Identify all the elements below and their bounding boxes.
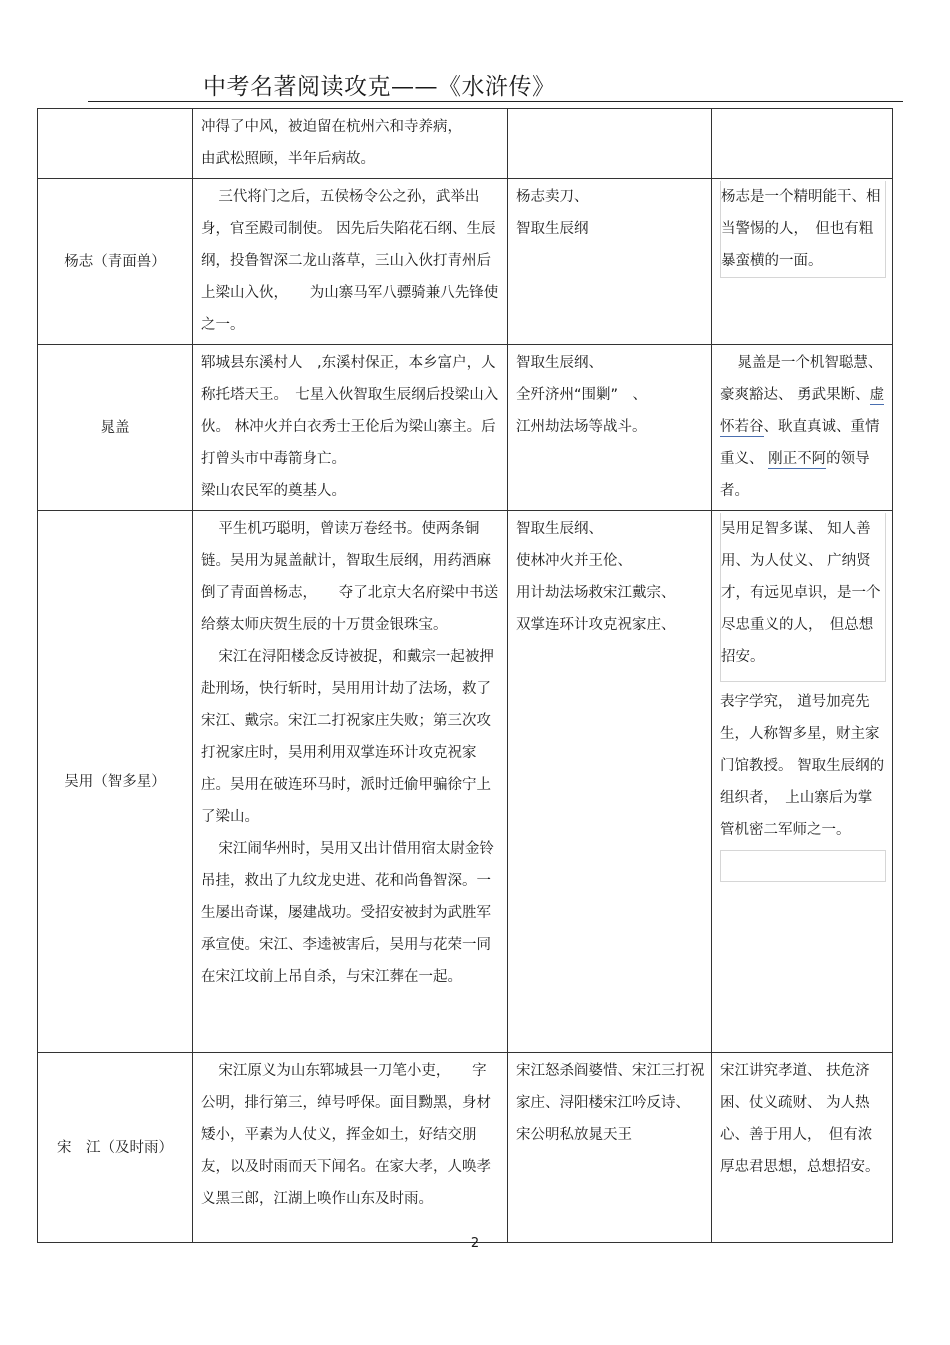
deeds-cell (193, 109, 508, 179)
traits-cell (712, 511, 893, 1053)
character-name-cell (38, 1053, 193, 1243)
page-number: 2 (470, 1236, 480, 1251)
deeds-text: 由武松照顾，半年后病故。 (201, 151, 375, 167)
underlined-phrase: 刚正不 (768, 451, 812, 467)
deeds-text: 平生机巧聪明，曾读万卷经书。使两条铜链。吴用为晁盖献计，智取生辰纲，用药酒麻倒了青面兽杨志， 夺了北京大名府梁中书送给蔡太师庆贺生辰的十万贯金银珠宝。 (201, 521, 499, 633)
event-item: 智取生辰纲 (516, 221, 589, 237)
traits-cell (712, 1053, 893, 1243)
character-name: 晁盖 (100, 419, 130, 436)
character-table (37, 108, 893, 1243)
traits-cell (712, 109, 893, 179)
event-item: 全歼济州“围剿” 、 (516, 387, 648, 403)
header-rule (88, 101, 903, 102)
underlined-phrase: 阿 (811, 451, 827, 467)
deeds-cell (193, 1053, 508, 1243)
traits-cell (712, 179, 893, 345)
events-cell (508, 109, 712, 179)
traits-text (720, 347, 886, 507)
events-cell (508, 511, 712, 1053)
event-item: 双掌连环计攻克祝家庄、 (516, 617, 676, 633)
traits-cell (712, 345, 893, 511)
traits-fragment: 晁盖是一个机智聪慧、豪爽豁达、 勇武果断、 (720, 355, 883, 403)
table-row (38, 109, 893, 179)
character-name: 吴用（智多星） (64, 773, 166, 790)
table-row (38, 511, 893, 1053)
table-row (38, 179, 893, 345)
event-item: 智取生辰纲、 (516, 355, 603, 371)
traits-fragment: 、耿直真诚、重情重义、 (720, 419, 880, 467)
character-name-cell (38, 109, 193, 179)
character-name-cell (38, 345, 193, 511)
events-cell (508, 179, 712, 345)
table-row (38, 1053, 893, 1243)
event-item: 宋江怒杀阎婆惜、宋江三打祝家庄、浔阳楼宋江吟反诗、 (516, 1063, 705, 1111)
deeds-text: 郓城县东溪村人 ,东溪村保正，本乡富户，人称托塔天王。 七星入伙智取生辰纲后投梁山入伙。 林冲火并白衣秀士王伦后为梁山寨主。后打曾头市中毒箭身亡。 (201, 355, 499, 467)
traits-text: 杨志是一个精明能干、相当警惕的人， 但也有粗暴蛮横的一面。 (720, 181, 886, 278)
character-name-cell (38, 179, 193, 345)
table-row (38, 345, 893, 511)
traits-fragment: 的领导者。 (720, 451, 870, 499)
traits-text: 吴用足智多谋、 知人善用、为人仗义、 广纳贤才，有远见卓识，是一个尽忠重义的人， 但总想招安。 (720, 513, 886, 682)
deeds-text: 冲得了中风，被迫留在杭州六和寺养病， (201, 119, 462, 135)
events-cell (508, 1053, 712, 1243)
deeds-text: 三代将门之后，五侯杨令公之孙，武举出身，官至殿司制使。 因先后失陷花石纲、生辰纲，投鲁智深二龙山落草，三山入伙打青州后上梁山入伙， 为山寨马军八骠骑兼八先锋使之一。 (201, 189, 499, 333)
empty-box (720, 850, 886, 882)
deeds-cell (193, 179, 508, 345)
page-title: 中考名著阅读攻克——《水浒传》 (203, 74, 556, 100)
deeds-cell (193, 345, 508, 511)
character-name: 宋 江（及时雨） (57, 1139, 173, 1156)
event-item: 用计劫法场救宋江戴宗、 (516, 585, 676, 601)
event-item: 使林冲火并王伦、 (516, 553, 632, 569)
character-name-cell (38, 511, 193, 1053)
event-item: 宋公明私放晁天王 (516, 1127, 632, 1143)
deeds-text: 宋江原义为山东郓城县一刀笔小吏， 字公明，排行第三，绰号呼保。面目黝黑，身材矮小，平素为人仗义，挥金如土，好结交朋友，以及时雨而天下闻名。在家大孝，人唤孝义黑三郎，江湖上唤作山东及时雨。 (201, 1063, 491, 1207)
event-item: 杨志卖刀、 (516, 189, 589, 205)
event-item: 江州劫法场等战斗。 (516, 419, 647, 435)
traits-text: 表字学究， 道号加亮先生，人称智多星，财主家门馆教授。 智取生辰纲的组织者， 上山寨后为掌管机密二军师之一。 (720, 694, 885, 838)
character-name: 杨志（青面兽） (64, 253, 166, 270)
event-item: 智取生辰纲、 (516, 521, 603, 537)
traits-text: 宋江讲究孝道、 扶危济困、仗义疏财、 为人热心、善于用人， 但有浓厚忠君思想，总想招安。 (720, 1063, 880, 1175)
deeds-text: 宋江闹华州时，吴用又出计借用宿太尉金铃吊挂，救出了九纹龙史进、花和尚鲁智深。一生屡出奇谋，屡建战功。受招安被封为武胜军承宣使。宋江、李逵被害后，吴用与花荣一同在宋江坟前上吊自杀，与宋江葬在一起。 (201, 841, 494, 985)
events-cell (508, 345, 712, 511)
deeds-cell (193, 511, 508, 1053)
underlined-phrase: 虚怀若谷 (720, 387, 885, 435)
deeds-text: 宋江在浔阳楼念反诗被捉，和戴宗一起被押赴刑场，快行斩时，吴用用计劫了法场，救了宋江、戴宗。宋江二打祝家庄失败；第三次攻打祝家庄时，吴用利用双掌连环计攻克祝家庄。吴用在破连环马时，派时迁偷甲骗徐宁上了梁山。 (201, 649, 494, 825)
deeds-text: 梁山农民军的奠基人。 (201, 483, 346, 499)
